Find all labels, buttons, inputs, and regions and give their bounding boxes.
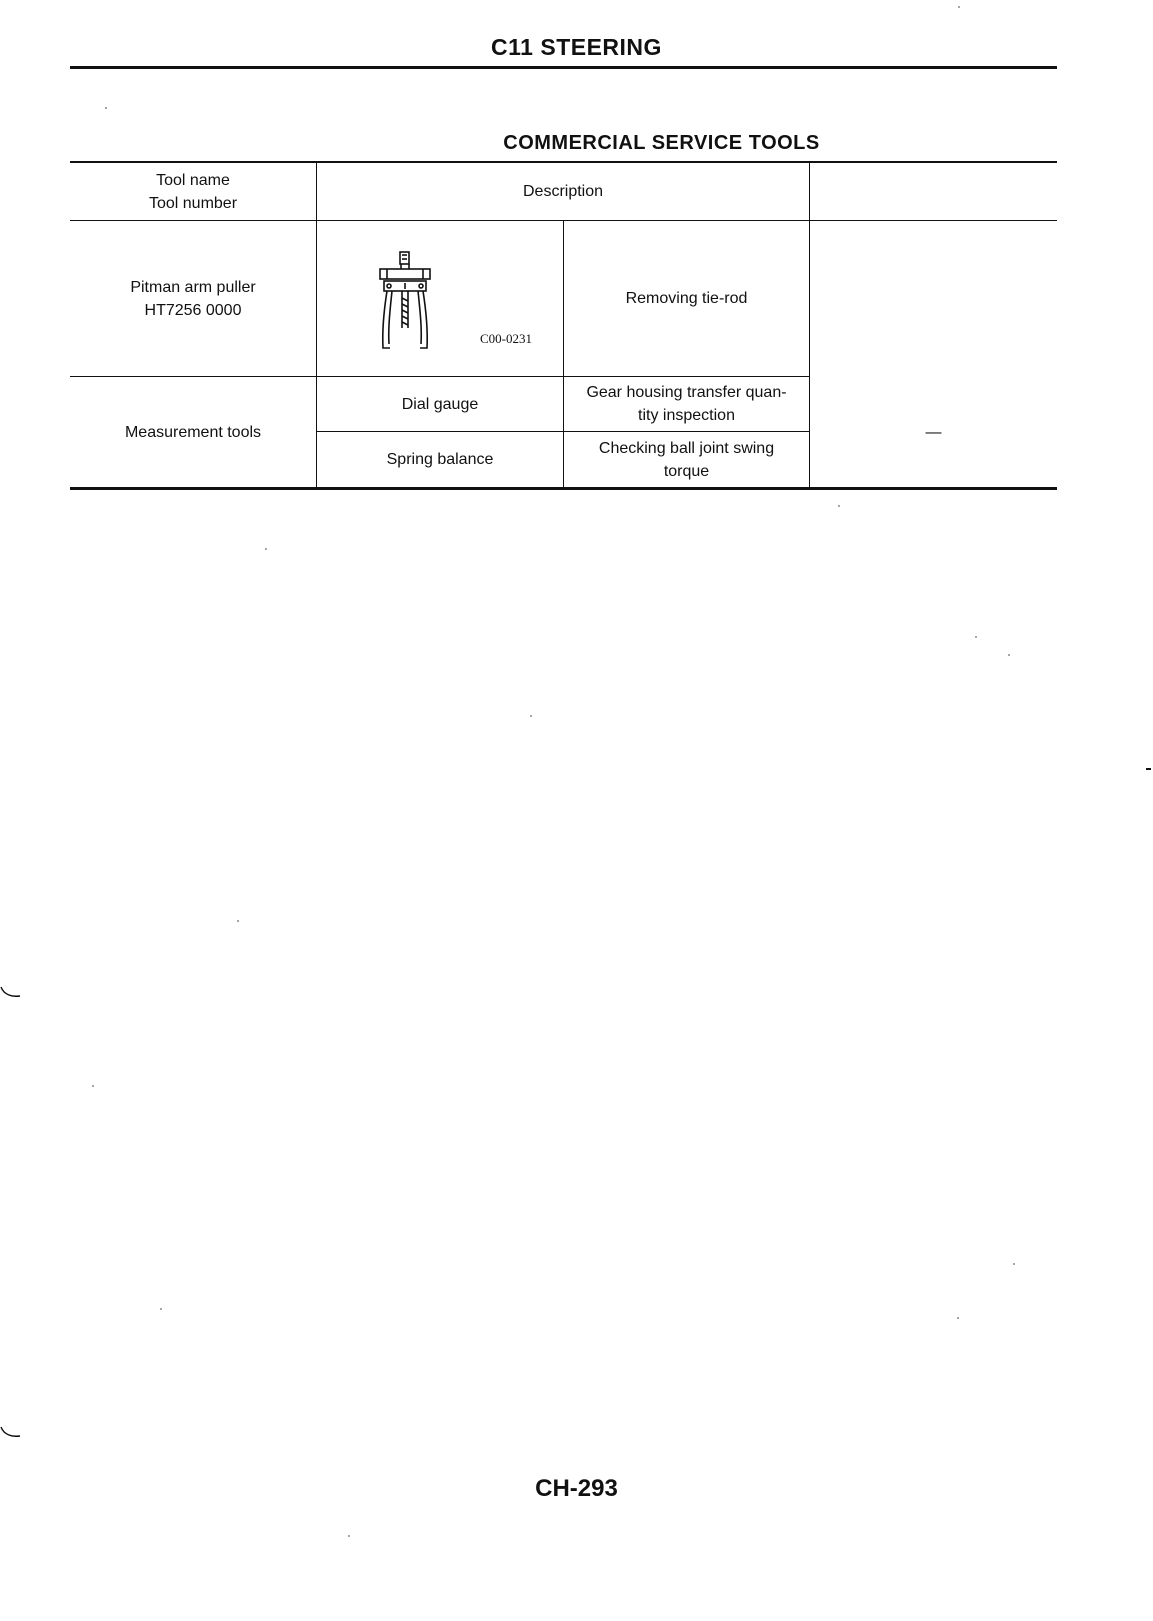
scan-edge-mark — [0, 985, 22, 1001]
dial-gauge-name: Dial gauge — [401, 395, 479, 413]
dial-gauge-cell — [317, 377, 563, 431]
header-rule — [70, 66, 1057, 69]
tool-name-cell — [70, 221, 316, 376]
dial-gauge-use-line2: tity inspection — [638, 407, 735, 424]
pitman-arm-puller-illustration — [378, 250, 434, 356]
header-description: Description — [522, 183, 604, 200]
spring-balance-use-line2: torque — [663, 462, 710, 480]
scan-speck — [348, 1535, 350, 1537]
page-number: CH-293 — [535, 1475, 618, 1502]
figure-code: C00-0231 — [480, 331, 532, 346]
header-description-cell — [317, 163, 809, 220]
dial-gauge-use-line1: Gear housing transfer quan- — [586, 384, 787, 401]
section-title: COMMERCIAL SERVICE TOOLS — [503, 132, 820, 154]
measurement-tools-label: Measurement tools — [124, 423, 262, 441]
header-tool-name-cell — [70, 163, 316, 220]
spring-balance-use-cell — [564, 432, 809, 487]
remark-cell — [810, 377, 1057, 487]
scan-speck — [957, 1317, 959, 1319]
scan-speck — [1013, 1263, 1015, 1265]
tool-use-cell — [564, 221, 809, 376]
scan-speck — [160, 1308, 162, 1310]
spring-balance-cell — [317, 432, 563, 487]
scan-edge-mark — [1146, 768, 1151, 770]
scan-speck — [838, 505, 840, 507]
remark-dash: — — [925, 423, 942, 441]
scan-speck — [92, 1085, 94, 1087]
spring-balance-name: Spring balance — [386, 451, 494, 468]
header-tool-name: Tool name — [156, 171, 230, 189]
page-title: C11 STEERING — [491, 34, 662, 60]
scan-edge-mark — [0, 1425, 22, 1441]
tool-number: HT7256 0000 — [144, 301, 242, 319]
measurement-tools-cell — [70, 377, 316, 487]
dial-gauge-use-cell — [564, 377, 809, 431]
scan-speck — [530, 715, 532, 717]
scan-speck — [1008, 654, 1010, 656]
header-tool-number: Tool number — [148, 194, 238, 212]
scan-speck — [105, 107, 107, 109]
spring-balance-use-line1: Checking ball joint swing — [598, 439, 775, 457]
tool-use: Removing tie-rod — [625, 290, 748, 307]
scan-speck — [237, 920, 239, 922]
scan-speck — [958, 6, 960, 8]
scan-speck — [975, 636, 977, 638]
tool-name: Pitman arm puller — [130, 278, 256, 296]
scan-speck — [265, 548, 267, 550]
